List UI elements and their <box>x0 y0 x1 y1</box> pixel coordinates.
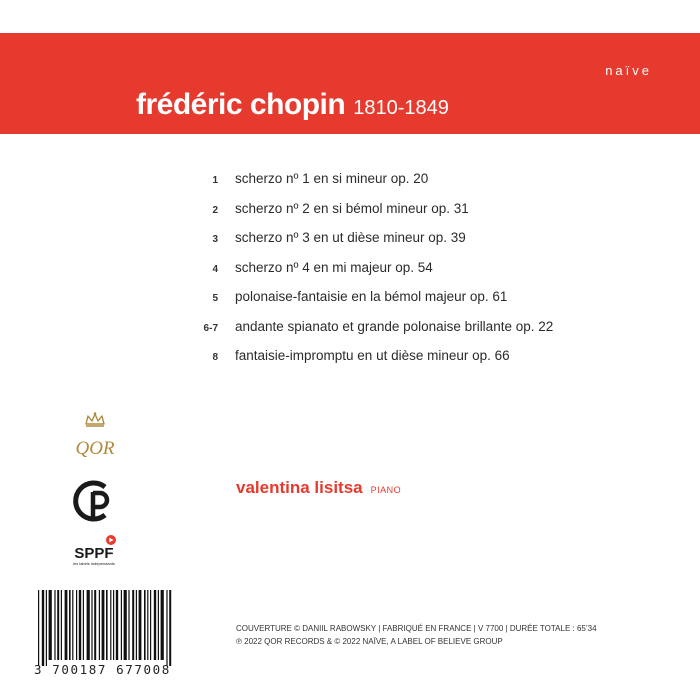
cp-circle-logo <box>72 478 118 524</box>
header-banner <box>0 33 700 134</box>
qor-crown-logo <box>70 410 120 462</box>
sppf-logo-mark <box>70 534 120 566</box>
track-row <box>180 229 650 259</box>
track-title: andante spianato et grande polonaise brillante op. 22 <box>235 318 554 334</box>
track-title: fantaisie-impromptu en ut dièse mineur op. 66 <box>235 348 510 363</box>
track-row <box>180 288 650 318</box>
sppf-logo-text: SPPF <box>74 545 114 562</box>
track-title: scherzo nº 3 en ut dièse mineur op. 39 <box>235 230 466 245</box>
track-number: 1 <box>212 175 218 186</box>
track-row <box>180 259 650 289</box>
naive-label-logo: naïve <box>605 63 652 78</box>
composer-heading <box>136 88 449 122</box>
credits <box>236 622 597 648</box>
qor-logo-text: QOR <box>75 438 115 459</box>
credits-line-1: COUVERTURE © DANIIL RABOWSKY | FABRIQUÉ EN FRANCE | V 7700 | DURÉE TOTALE : 65’34 <box>236 624 597 633</box>
track-title: scherzo nº 1 en si mineur op. 20 <box>235 171 429 186</box>
credits-line-2: ℗ 2022 QOR RECORDS & © 2022 NAÏVE, A LABEL OF BELIEVE GROUP <box>236 637 503 646</box>
track-title: scherzo nº 2 en si bémol mineur op. 31 <box>235 200 469 216</box>
track-number: 2 <box>212 204 218 216</box>
barcode-icon <box>30 588 178 668</box>
performer-credit <box>236 478 401 498</box>
track-row <box>180 200 650 230</box>
track-number: 6-7 <box>203 322 218 334</box>
tracklist <box>180 170 650 377</box>
track-number: 8 <box>212 352 218 363</box>
track-row <box>180 347 650 377</box>
track-title: scherzo nº 4 en mi majeur op. 54 <box>235 259 433 275</box>
track-number: 4 <box>212 263 218 275</box>
composer-years: 1810-1849 <box>353 97 449 119</box>
sppf-logo <box>70 534 120 566</box>
composer-name: frédéric chopin <box>136 88 346 121</box>
crown-icon <box>86 412 104 426</box>
barcode-digits: 3 700187 677008 <box>34 662 171 677</box>
track-title: polonaise-fantaisie en la bémol majeur op. 61 <box>235 289 508 304</box>
track-row <box>180 170 650 200</box>
track-number: 3 <box>212 234 218 245</box>
performer-name: valentina lisitsa <box>236 478 363 497</box>
track-number: 5 <box>212 293 218 304</box>
sppf-logo-subtext: les labels indépendants <box>73 561 115 566</box>
track-row <box>180 318 650 348</box>
performer-role: PIANO <box>370 485 402 495</box>
